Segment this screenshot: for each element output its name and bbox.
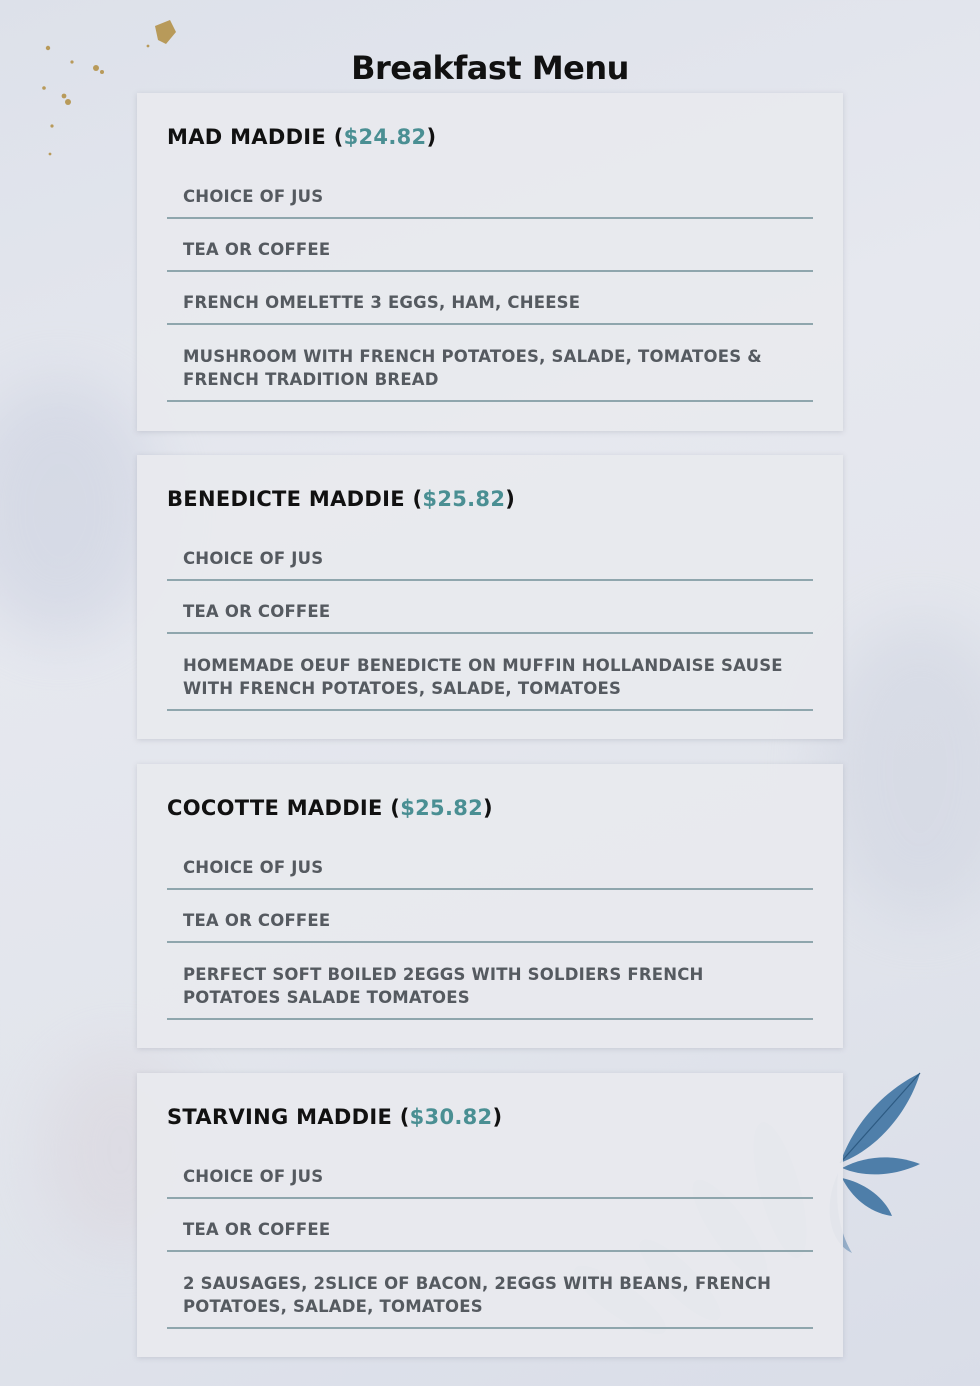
- menu-name: MAD MADDIE: [167, 125, 327, 149]
- menu-heading: STARVING MADDIE ($30.82): [167, 1105, 503, 1129]
- menu-heading: BENEDICTE MADDIE ($25.82): [167, 487, 516, 511]
- menu-item-text: TEA OR COFFEE: [183, 1220, 331, 1239]
- watercolor-blot: [0, 380, 160, 640]
- menu-name: BENEDICTE MADDIE: [167, 487, 405, 511]
- menu-item: [167, 272, 813, 325]
- menu-item-text: CHOICE OF JUS: [183, 1167, 324, 1186]
- menu-price: $24.82: [343, 125, 427, 149]
- menu-item-text: FRENCH OMELETTE 3 EGGS, HAM, CHEESE: [183, 293, 581, 312]
- menu-item: [167, 844, 813, 890]
- page-title: Breakfast Menu: [351, 49, 629, 88]
- menu-item: [167, 1153, 813, 1199]
- menu-name: COCOTTE MADDIE: [167, 796, 383, 820]
- menu-card-mad-maddie: [137, 93, 843, 431]
- menu-item-text: TEA OR COFFEE: [183, 911, 331, 930]
- menu-price: $25.82: [422, 487, 506, 511]
- menu-heading: MAD MADDIE ($24.82): [167, 125, 437, 149]
- menu-item-text: CHOICE OF JUS: [183, 187, 324, 206]
- menu-item-text: MUSHROOM WITH FRENCH POTATOES, SALADE, TOMATOES & FRENCH TRADITION BREAD: [183, 347, 762, 389]
- menu-item-text: HOMEMADE OEUF BENEDICTE ON MUFFIN HOLLANDAISE SAUSE WITH FRENCH POTATOES, SALADE, TOMATOES: [183, 656, 783, 698]
- menu-name: STARVING MADDIE: [167, 1105, 393, 1129]
- menu-item-text: TEA OR COFFEE: [183, 240, 331, 259]
- menu-item: [167, 634, 813, 711]
- menu-item: [167, 219, 813, 272]
- menu-price: $25.82: [400, 796, 484, 820]
- watercolor-blot: [820, 620, 980, 920]
- menu-item-text: PERFECT SOFT BOILED 2EGGS WITH SOLDIERS FRENCH POTATOES SALADE TOMATOES: [183, 965, 704, 1007]
- menu-card-cocotte-maddie: [137, 764, 843, 1048]
- menu-item: [167, 325, 813, 402]
- menu-price: $30.82: [409, 1105, 493, 1129]
- menu-item-text: CHOICE OF JUS: [183, 858, 324, 877]
- menu-item-text: TEA OR COFFEE: [183, 602, 331, 621]
- menu-item-text: CHOICE OF JUS: [183, 549, 324, 568]
- menu-item: [167, 581, 813, 634]
- menu-item: [167, 890, 813, 943]
- menu-item-text: 2 SAUSAGES, 2SLICE OF BACON, 2EGGS WITH BEANS, FRENCH POTATOES, SALADE, TOMATOES: [183, 1274, 772, 1316]
- menu-heading: COCOTTE MADDIE ($25.82): [167, 796, 493, 820]
- menu-item: [167, 535, 813, 581]
- menu-item: [167, 1252, 813, 1329]
- menu-item: [167, 1199, 813, 1252]
- menu-item: [167, 173, 813, 219]
- menu-card-benedicte-maddie: [137, 455, 843, 739]
- menu-item: [167, 943, 813, 1020]
- menu-card-starving-maddie: [137, 1073, 843, 1357]
